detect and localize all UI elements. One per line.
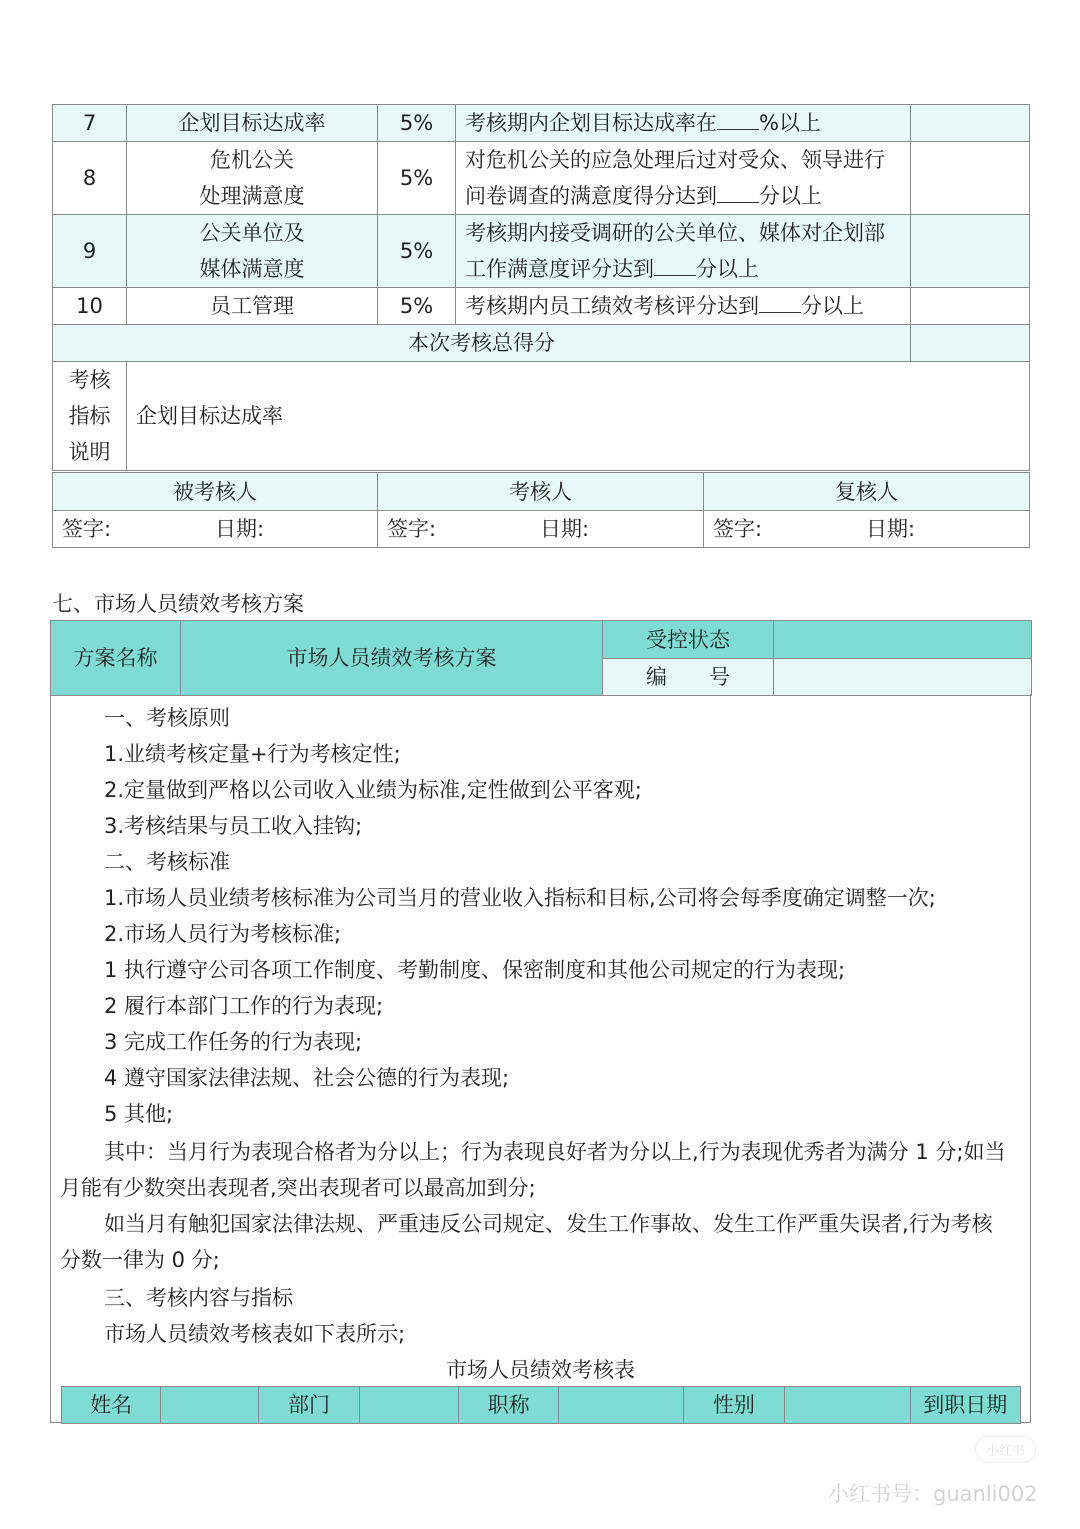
row-no: 9 [53,215,127,288]
paragraph: 2 履行本部门工作的行为表现; [104,994,384,1018]
weight: 5% [378,288,456,325]
indicator-note-label: 考核 指标 说明 [53,362,127,471]
info-value-department[interactable] [359,1387,458,1424]
info-label-gender: 性别 [684,1387,784,1424]
sign-label: 签字: [62,517,112,541]
watermark-badge: 小红书 [975,1436,1036,1463]
indicator-name: 危机公关 处理满意度 [127,142,378,215]
total-label: 本次考核总得分 [53,325,911,362]
paragraph: 3.考核结果与员工收入挂钩; [104,814,363,838]
assessment-table [52,104,1030,471]
date-label: 日期: [866,517,916,541]
number-label: 编 号 [603,659,774,696]
info-value-name[interactable] [161,1387,259,1424]
paragraph: 如当月有触犯国家法律法规、严重违反公司规定、发生工作事故、发生工作严重失误者,行为考核 [104,1212,993,1236]
paragraph: 其中：当月行为表现合格者为分以上；行为表现良好者为分以上,行为表现优秀者为满分 1 分;如当 [104,1140,1006,1164]
standard: 对危机公关的应急处理后过对受众、领导进行 问卷调查的满意度得分达到 分以上 [456,142,911,215]
table-caption: 市场人员绩效考核表 [446,1358,635,1382]
weight: 5% [378,142,456,215]
plan-header-table [50,620,1032,696]
paragraph: 1.市场人员业绩考核标准为公司当月的营业收入指标和目标,公司将会每季度确定调整一次; [104,886,936,910]
sign-row [53,511,1030,548]
paragraph: 月能有少数突出表现者,突出表现者可以最高加到分; [60,1176,536,1200]
paragraph: 2.市场人员行为考核标准; [104,922,342,946]
standard: 考核期内企划目标达成率在 %以上 [456,105,911,142]
plan-body [50,694,1031,1423]
total-row [53,325,1030,362]
section-title: 七、市场人员绩效考核方案 [52,592,304,616]
date-label: 日期: [540,517,590,541]
plan-name-value: 市场人员绩效考核方案 [181,621,603,696]
indicator-name: 员工管理 [127,288,378,325]
info-value-gender[interactable] [784,1387,910,1424]
info-label-name: 姓名 [62,1387,161,1424]
signer-assessor-label: 考核人 [378,473,704,511]
weight: 5% [378,215,456,288]
info-label-start-date: 到职日期 [910,1387,1020,1424]
indicator-note-value: 企划目标达成率 [127,362,1030,471]
score-cell[interactable] [911,215,1030,288]
sign-cell-assessor[interactable] [378,511,704,548]
signer-header-row [53,473,1030,511]
heading-principles: 一、考核原则 [104,706,230,730]
signer-reviewer-label: 复核人 [704,473,1030,511]
row-no: 7 [53,105,127,142]
control-status-value[interactable] [774,621,1032,659]
heading-content: 三、考核内容与指标 [104,1286,293,1310]
paragraph: 市场人员绩效考核表如下表所示; [104,1322,406,1346]
paragraph: 1 执行遵守公司各项工作制度、考勤制度、保密制度和其他公司规定的行为表现; [104,958,846,982]
paragraph: 4 遵守国家法律法规、社会公德的行为表现; [104,1066,510,1090]
standard: 考核期内接受调研的公关单位、媒体对企划部 工作满意度评分达到 分以上 [456,215,911,288]
sign-label: 签字: [387,517,437,541]
table-row [53,105,1030,142]
total-score-cell[interactable] [911,325,1030,362]
paragraph: 2.定量做到严格以公司收入业绩为标准,定性做到公平客观; [104,778,642,802]
sign-cell-reviewer[interactable] [704,511,1030,548]
paragraph: 3 完成工作任务的行为表现; [104,1030,363,1054]
info-label-title: 职称 [458,1387,558,1424]
info-label-department: 部门 [259,1387,359,1424]
row-no: 10 [53,288,127,325]
employee-info-table [61,1386,1021,1424]
paragraph: 1.业绩考核定量+行为考核定性; [104,742,401,766]
standard: 考核期内员工绩效考核评分达到 分以上 [456,288,911,325]
sign-label: 签字: [713,517,763,541]
score-cell[interactable] [911,288,1030,325]
table-row [53,215,1030,288]
table-row [53,288,1030,325]
date-label: 日期: [215,517,265,541]
indicator-name: 企划目标达成率 [127,105,378,142]
weight: 5% [378,105,456,142]
table-row [53,142,1030,215]
row-no: 8 [53,142,127,215]
info-value-title[interactable] [559,1387,684,1424]
plan-name-label: 方案名称 [51,621,181,696]
indicator-note-row [53,362,1030,471]
signer-assessee-label: 被考核人 [53,473,378,511]
signature-table [52,472,1030,548]
indicator-name: 公关单位及 媒体满意度 [127,215,378,288]
watermark-text: 小红书号：guanli002 [828,1482,1038,1506]
score-cell[interactable] [911,142,1030,215]
sign-cell-assessee[interactable] [53,511,378,548]
number-value[interactable] [774,659,1032,696]
paragraph: 5 其他; [104,1102,174,1126]
control-status-label: 受控状态 [603,621,774,659]
heading-standards: 二、考核标准 [104,850,230,874]
score-cell[interactable] [911,105,1030,142]
info-header-row [62,1387,1021,1424]
paragraph: 分数一律为 0 分; [60,1248,220,1272]
